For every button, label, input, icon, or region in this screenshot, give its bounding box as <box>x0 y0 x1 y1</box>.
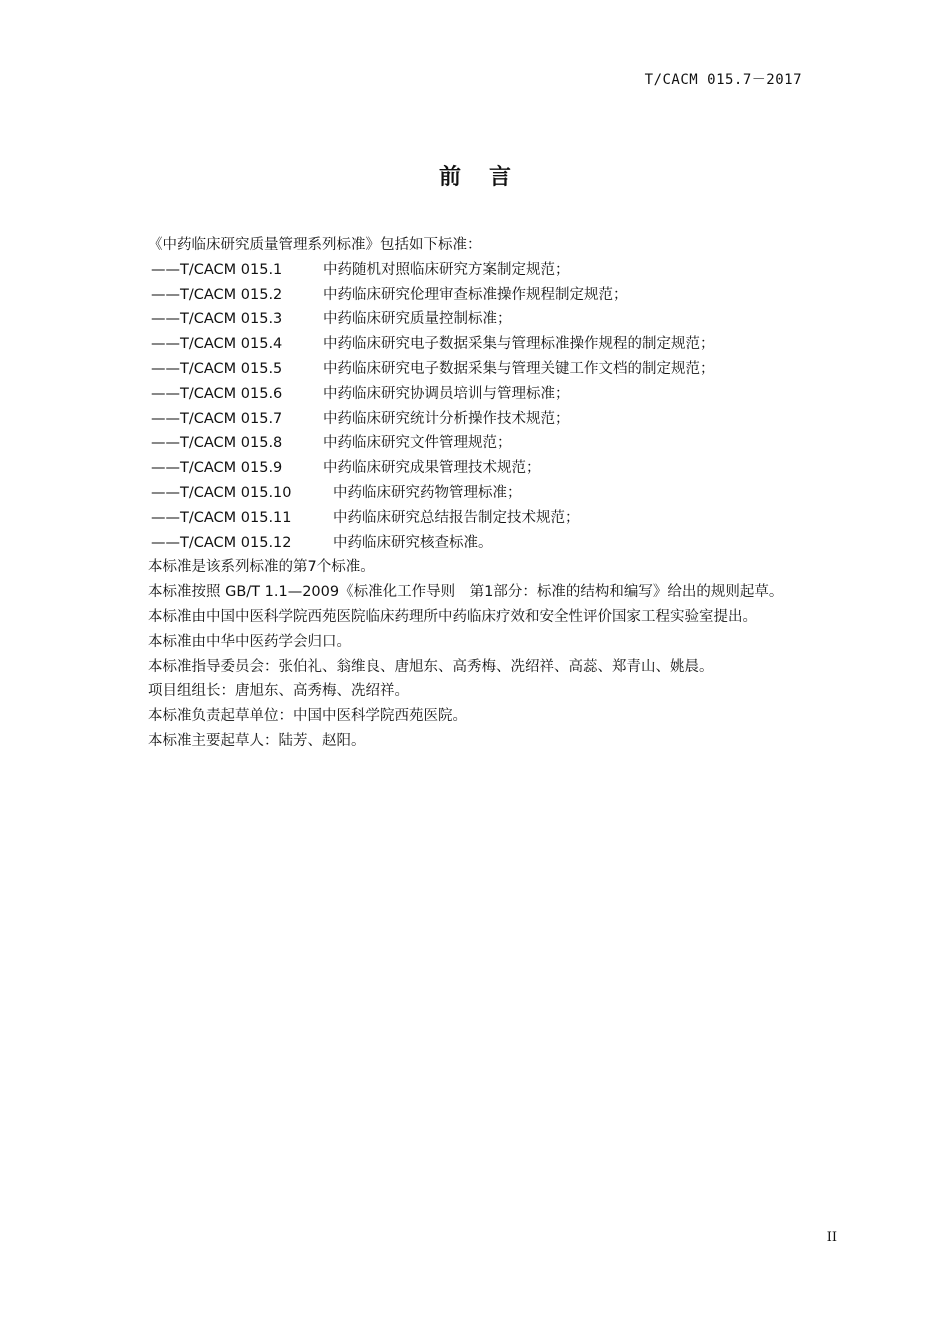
standard-code: ——T/CACM 015.9 <box>151 460 283 477</box>
standard-code: ——T/CACM 015.7 <box>151 410 283 427</box>
standard-code: ——T/CACM 015.2 <box>151 286 283 303</box>
standard-name: 中药临床研究药物管理标准； <box>333 484 522 501</box>
standard-name: 中药临床研究统计分析操作技术规范； <box>323 410 570 427</box>
list-item <box>115 531 837 556</box>
list-item <box>115 332 837 357</box>
standard-name: 中药临床研究伦理审查标准操作规程制定规范； <box>323 286 628 303</box>
project-leaders-paragraph: 项目组组长：唐旭东、高秀梅、冼绍祥。 <box>148 683 409 700</box>
list-item <box>115 283 837 308</box>
standard-name: 中药临床研究总结报告制定技术规范； <box>333 509 580 526</box>
proposer-paragraph: 本标准由中国中医科学院西苑医院临床药理所中药临床疗效和安全性评价国家工程实验室提出。 <box>148 608 757 625</box>
series-position-paragraph: 本标准是该系列标准的第7个标准。 <box>148 559 375 576</box>
standard-name: 中药临床研究质量控制标准； <box>323 311 512 328</box>
standard-code: ——T/CACM 015.3 <box>151 311 283 328</box>
series-list <box>115 258 837 556</box>
standard-code: ——T/CACM 015.1 <box>151 261 283 278</box>
standard-code: ——T/CACM 015.10 <box>151 484 292 501</box>
standard-name: 中药临床研究成果管理技术规范； <box>323 460 541 477</box>
standard-code: ——T/CACM 015.6 <box>151 385 283 402</box>
list-item <box>115 481 837 506</box>
administrator-paragraph: 本标准由中华中医药学会归口。 <box>148 633 351 650</box>
standard-name: 中药临床研究电子数据采集与管理关键工作文档的制定规范； <box>323 360 715 377</box>
standard-name: 中药临床研究核查标准。 <box>333 534 493 551</box>
list-item <box>115 407 837 432</box>
standard-name: 中药临床研究协调员培训与管理标准； <box>323 385 570 402</box>
page-number: II <box>826 1230 837 1245</box>
list-item <box>115 431 837 456</box>
list-item <box>115 456 837 481</box>
drafting-unit-paragraph: 本标准负责起草单位：中国中医科学院西苑医院。 <box>148 708 467 725</box>
list-item <box>115 258 837 283</box>
drafting-rule-paragraph: 本标准按照 GB/T 1.1—2009《标准化工作导则 第1部分：标准的结构和编写》给出的规则起草。 <box>148 584 784 601</box>
list-item <box>115 307 837 332</box>
foreword-body <box>115 233 837 754</box>
list-item <box>115 357 837 382</box>
standard-code: ——T/CACM 015.4 <box>151 336 283 353</box>
page-title: 前言 <box>438 165 539 190</box>
list-item <box>115 506 837 531</box>
standard-code: ——T/CACM 015.5 <box>151 360 283 377</box>
standard-code: ——T/CACM 015.12 <box>151 534 292 551</box>
standard-code: ——T/CACM 015.11 <box>151 509 292 526</box>
standard-name: 中药临床研究文件管理规范； <box>323 435 512 452</box>
standard-code: ——T/CACM 015.8 <box>151 435 283 452</box>
document-code: T/CACM 015.7－2017 <box>644 72 802 88</box>
standard-name: 中药临床研究电子数据采集与管理标准操作规程的制定规范； <box>323 336 715 353</box>
standard-name: 中药随机对照临床研究方案制定规范； <box>323 261 570 278</box>
list-item <box>115 382 837 407</box>
steering-committee-paragraph: 本标准指导委员会：张伯礼、翁维良、唐旭东、高秀梅、冼绍祥、高蕊、郑青山、姚晨。 <box>148 658 714 675</box>
intro-paragraph: 《中药临床研究质量管理系列标准》包括如下标准： <box>148 237 482 253</box>
drafters-paragraph: 本标准主要起草人：陆芳、赵阳。 <box>148 732 366 749</box>
